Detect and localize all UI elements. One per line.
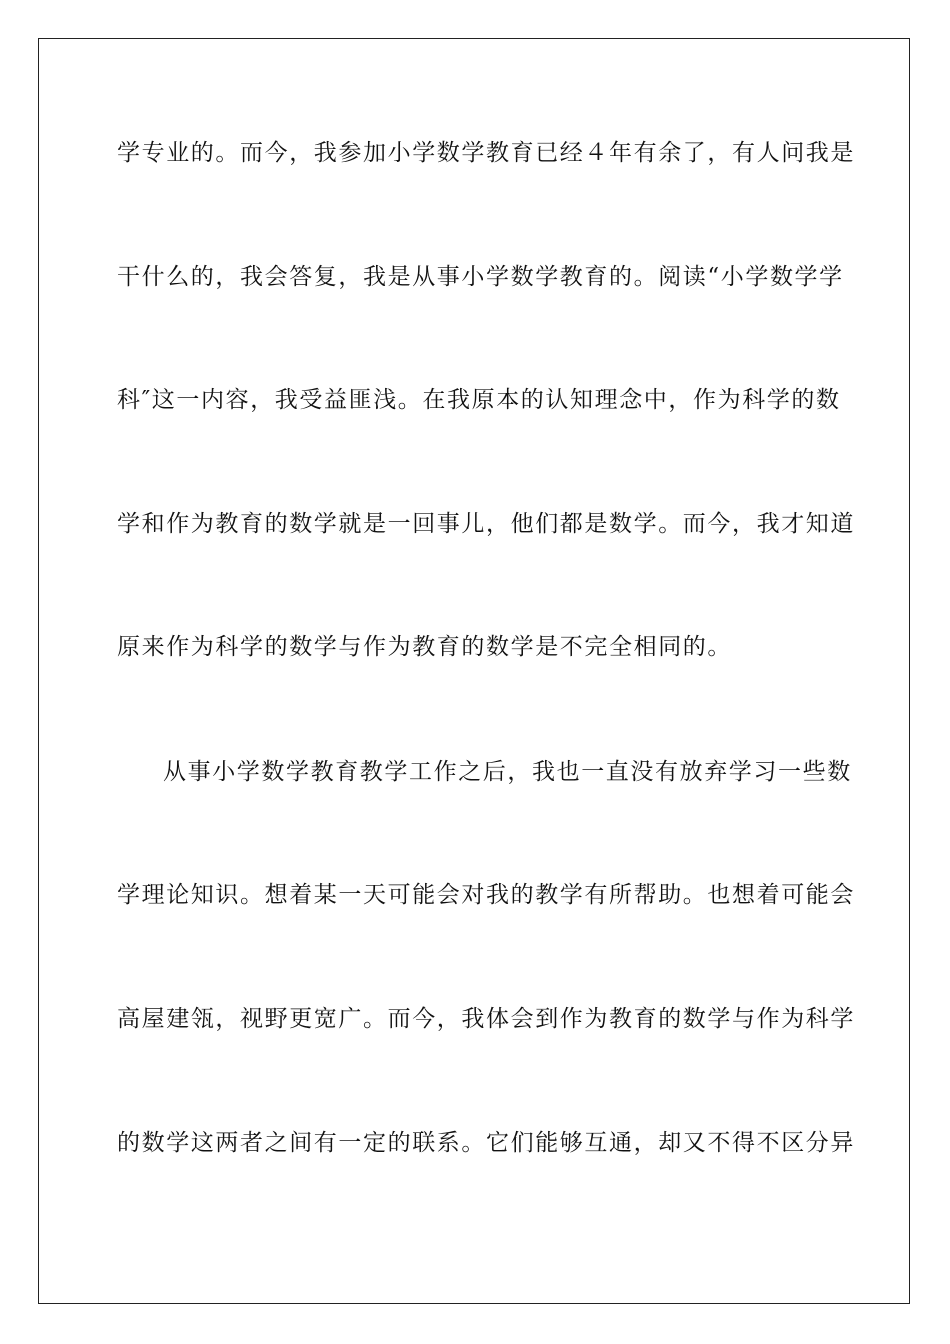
text-line-7: 学理论知识。想着某一天可能会对我的教学有所帮助。也想着可能会 bbox=[117, 882, 855, 908]
page-border bbox=[38, 38, 910, 1304]
text-line-9: 的数学这两者之间有一定的联系。它们能够互通，却又不得不区分异 bbox=[117, 1130, 855, 1156]
text-line-3: 科″这一内容，我受益匪浅。在我原本的认知理念中，作为科学的数 bbox=[117, 387, 841, 413]
text-line-2: 干什么的，我会答复，我是从事小学数学教育的。阅读“小学数学学 bbox=[117, 264, 844, 290]
text-line-5: 原来作为科学的数学与作为教育的数学是不完全相同的。 bbox=[117, 634, 732, 660]
text-line-4: 学和作为教育的数学就是一回事儿，他们都是数学。而今，我才知道 bbox=[117, 511, 855, 537]
text-line-1: 学专业的。而今，我参加小学数学教育已经４年有余了，有人问我是 bbox=[117, 140, 855, 166]
paragraph-2-first-line: 从事小学数学教育教学工作之后，我也一直没有放弃学习一些数 bbox=[163, 759, 852, 785]
text-line-8: 高屋建瓴，视野更宽广。而今，我体会到作为教育的数学与作为科学 bbox=[117, 1006, 855, 1032]
